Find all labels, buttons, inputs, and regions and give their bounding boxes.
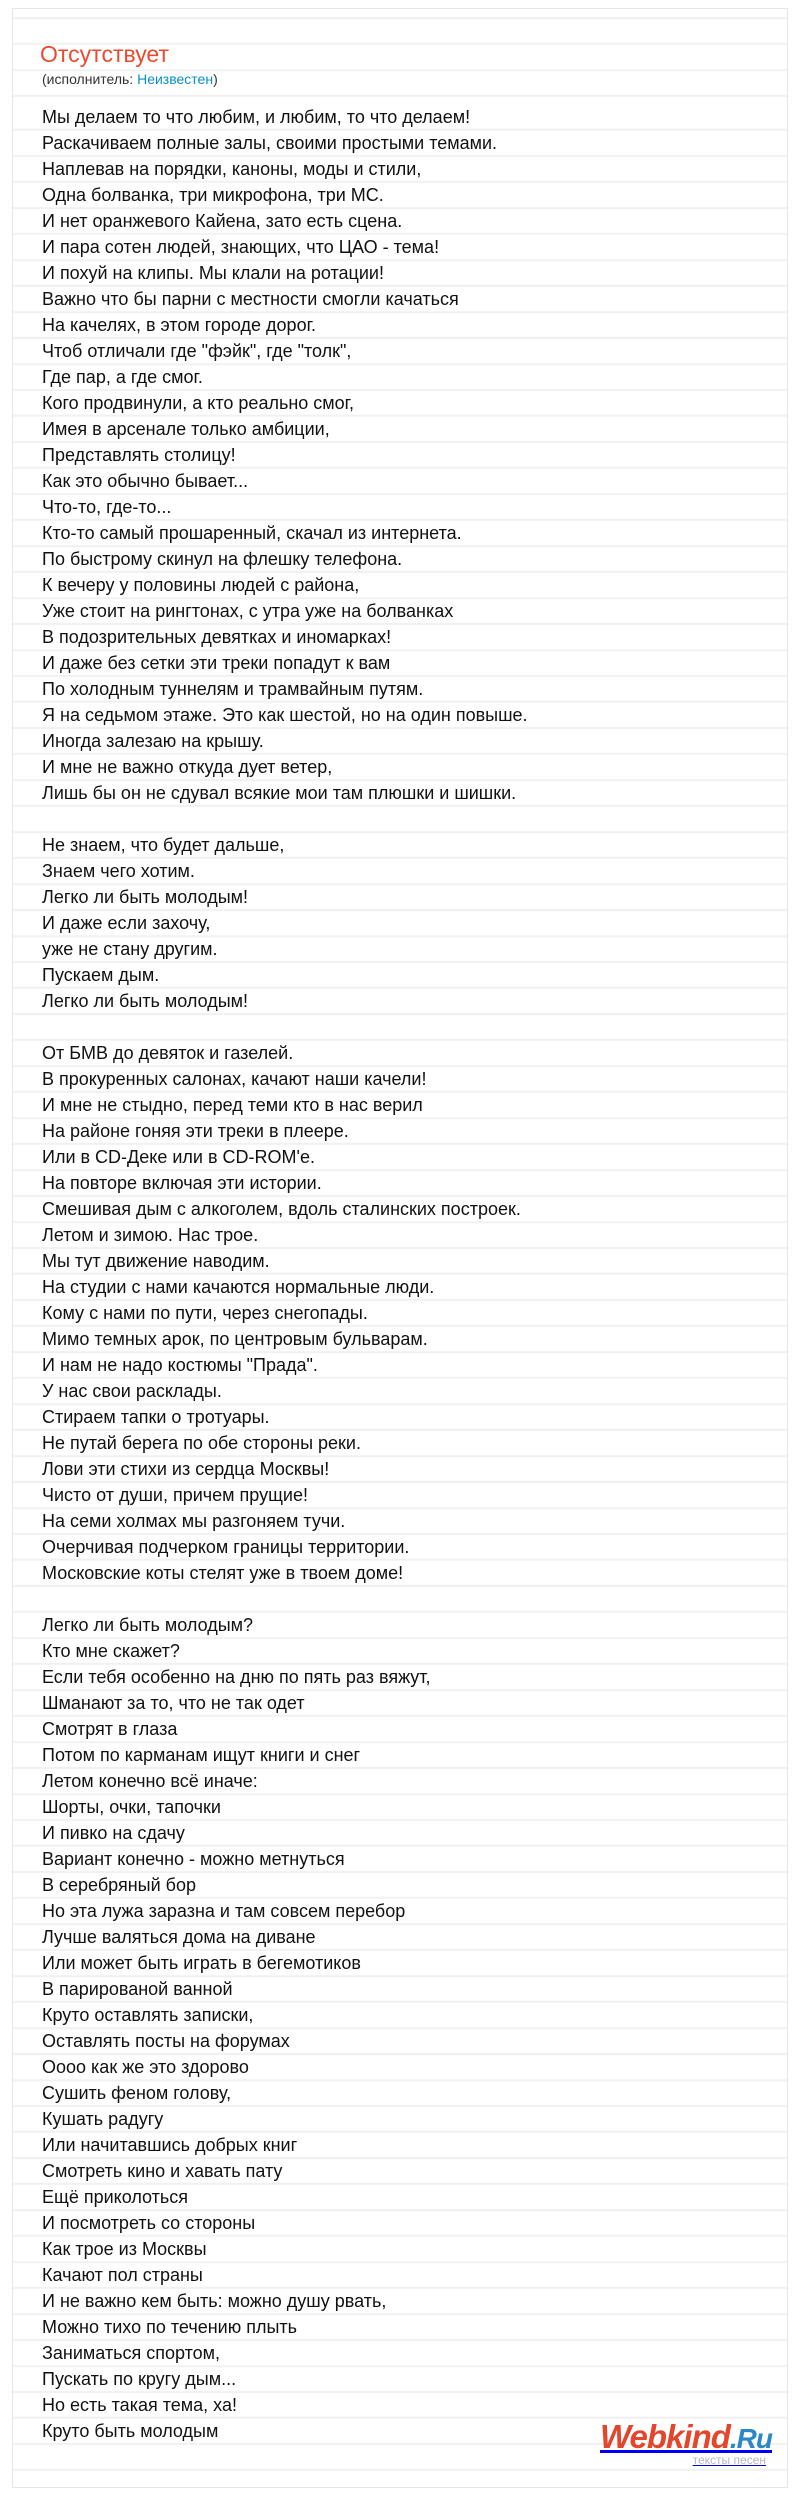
lyric-line: Пускаем дым. bbox=[42, 965, 160, 985]
lyric-line: Оооо как же это здорово bbox=[42, 2057, 249, 2077]
lyric-line: Одна болванка, три микрофона, три МС. bbox=[42, 185, 384, 205]
lyric-line: Чтоб отличали где "фэйк", где "толк", bbox=[42, 341, 352, 361]
logo-tld: .Ru bbox=[729, 2423, 772, 2454]
logo-tagline: тексты песен bbox=[692, 2453, 766, 2467]
lyric-line: Смотреть кино и хавать пату bbox=[42, 2161, 283, 2181]
lyric-line: Кушать радугу bbox=[42, 2109, 164, 2129]
lyric-line: Мимо темных арок, по центровым бульварам. bbox=[42, 1329, 428, 1349]
artist-prefix: (исполнитель: bbox=[42, 71, 138, 87]
lyric-line: Шманают за то, что не так одет bbox=[42, 1693, 305, 1713]
song-title: Отсутствует bbox=[40, 41, 169, 67]
lyric-line: Что-то, где-то... bbox=[42, 497, 172, 517]
lyric-line: На студии с нами качаются нормальные люди. bbox=[42, 1277, 435, 1297]
lyric-line: И мне не важно откуда дует ветер, bbox=[42, 757, 333, 777]
lyric-line: И мне не стыдно, перед теми кто в нас верил bbox=[42, 1095, 423, 1115]
lyric-line: В подозрительных девятках и иномарках! bbox=[42, 627, 392, 647]
lyric-line: Имея в арсенале только амбиции, bbox=[42, 419, 330, 439]
lyric-line: К вечеру у половины людей с района, bbox=[42, 575, 360, 595]
lyric-line: Кто-то самый прошаренный, скачал из интернета. bbox=[42, 523, 462, 543]
lyric-line: Очерчивая подчерком границы территории. bbox=[42, 1537, 410, 1557]
lyric-line: Потом по карманам ищут книги и снег bbox=[42, 1745, 361, 1765]
lyric-line: Летом и зимою. Нас трое. bbox=[42, 1225, 259, 1245]
lyric-line: Мы тут движение наводим. bbox=[42, 1251, 270, 1271]
lyric-line: От БМВ до девяток и газелей. bbox=[42, 1043, 294, 1063]
lyric-line: Представлять столицу! bbox=[42, 445, 236, 465]
lyrics-text bbox=[42, 104, 782, 2444]
lyric-line: Но есть такая тема, ха! bbox=[42, 2395, 237, 2415]
lyric-line: И даже если захочу, bbox=[42, 913, 211, 933]
lyric-line: Заниматься спортом, bbox=[42, 2343, 221, 2363]
lyric-line: И пивко на сдачу bbox=[42, 1823, 185, 1843]
lyric-line: Смотрят в глаза bbox=[42, 1719, 178, 1739]
lyric-line: Сушить феном голову, bbox=[42, 2083, 232, 2103]
lyric-line: На повторе включая эти истории. bbox=[42, 1173, 322, 1193]
lyric-line: Где пар, а где смог. bbox=[42, 367, 203, 387]
lyric-line: Кого продвинули, а кто реально смог, bbox=[42, 393, 355, 413]
lyric-line: Круто быть молодым bbox=[42, 2421, 219, 2441]
lyric-line: Лови эти стихи из сердца Москвы! bbox=[42, 1459, 330, 1479]
stanza-break bbox=[42, 1014, 782, 1040]
lyric-line: В парированой ванной bbox=[42, 1979, 233, 1999]
lyric-line: Пускать по кругу дым... bbox=[42, 2369, 237, 2389]
lyric-line: Иногда залезаю на крышу. bbox=[42, 731, 264, 751]
lyric-line: Легко ли быть молодым! bbox=[42, 887, 249, 907]
lyric-line: Оставлять посты на форумах bbox=[42, 2031, 290, 2051]
lyric-line: По быстрому скинул на флешку телефона. bbox=[42, 549, 403, 569]
artist-suffix: ) bbox=[213, 71, 218, 87]
lyric-line: Я на седьмом этаже. Это как шестой, но на один повыше. bbox=[42, 705, 528, 725]
artist-link[interactable]: Неизвестен bbox=[137, 71, 214, 87]
lyric-line: Вариант конечно - можно метнуться bbox=[42, 1849, 345, 1869]
lyric-line: Мы делаем то что любим, и любим, то что делаем! bbox=[42, 107, 471, 127]
lyric-line: Шорты, очки, тапочки bbox=[42, 1797, 221, 1817]
lyric-line: Стираем тапки о тротуары. bbox=[42, 1407, 270, 1427]
lyric-line: Можно тихо по течению плыть bbox=[42, 2317, 298, 2337]
lyric-line: И пара сотен людей, знающих, что ЦАО - тема! bbox=[42, 237, 440, 257]
lyric-line: И не важно кем быть: можно душу рвать, bbox=[42, 2291, 387, 2311]
logo-name: Webkind bbox=[599, 2418, 730, 2455]
lyric-line: Качают пол страны bbox=[42, 2265, 203, 2285]
lyric-line: И нам не надо костюмы "Прада". bbox=[42, 1355, 318, 1375]
lyric-line: Легко ли быть молодым! bbox=[42, 991, 249, 1011]
lyric-line: И нет оранжевого Кайена, зато есть сцена. bbox=[42, 211, 403, 231]
lyric-line: Кому с нами по пути, через снегопады. bbox=[42, 1303, 368, 1323]
lyric-line: Круто оставлять записки, bbox=[42, 2005, 254, 2025]
lyric-line: И даже без сетки эти треки попадут к вам bbox=[42, 653, 391, 673]
lyric-line: Не путай берега по обе стороны реки. bbox=[42, 1433, 361, 1453]
lyric-line: Смешивая дым с алкоголем, вдоль сталинских построек. bbox=[42, 1199, 521, 1219]
lyric-line: Не знаем, что будет дальше, bbox=[42, 835, 285, 855]
lyric-line: На качелях, в этом городе дорог. bbox=[42, 315, 316, 335]
lyric-line: уже не стану другим. bbox=[42, 939, 218, 959]
lyric-line: Московские коты стелят уже в твоем доме! bbox=[42, 1563, 404, 1583]
lyric-line: Или может быть играть в бегемотиков bbox=[42, 1953, 361, 1973]
lyric-line: Знаем чего хотим. bbox=[42, 861, 195, 881]
lyric-line: По холодным туннелям и трамвайным путям. bbox=[42, 679, 424, 699]
lyric-line: Ещё приколоться bbox=[42, 2187, 189, 2207]
lyric-line: Или в CD-Деке или в CD-ROM'е. bbox=[42, 1147, 315, 1167]
logo-wordmark bbox=[600, 2420, 772, 2453]
lyric-line: Раскачиваем полные залы, своими простыми темами. bbox=[42, 133, 498, 153]
lyric-line: Если тебя особенно на дню по пять раз вяжут, bbox=[42, 1667, 431, 1687]
lyric-line: У нас свои расклады. bbox=[42, 1381, 222, 1401]
lyric-line: Но эта лужа заразна и там совсем перебор bbox=[42, 1901, 406, 1921]
lyric-line: Легко ли быть молодым? bbox=[42, 1615, 254, 1635]
site-logo[interactable] bbox=[600, 2420, 772, 2466]
stanza-break bbox=[42, 806, 782, 832]
lyric-line: И похуй на клипы. Мы клали на ротации! bbox=[42, 263, 384, 283]
lyric-line: В серебряный бор bbox=[42, 1875, 196, 1895]
lyric-line: На семи холмах мы разгоняем тучи. bbox=[42, 1511, 346, 1531]
lyric-line: Наплевав на порядки, каноны, моды и стили, bbox=[42, 159, 422, 179]
lyric-line: Лучше валяться дома на диване bbox=[42, 1927, 316, 1947]
lyric-line: Уже стоит на рингтонах, с утра уже на болванках bbox=[42, 601, 454, 621]
stanza-break bbox=[42, 1586, 782, 1612]
lyric-line: На районе гоняя эти треки в плеере. bbox=[42, 1121, 349, 1141]
lyric-line: Важно что бы парни с местности смогли качаться bbox=[42, 289, 459, 309]
lyric-line: Или начитавшись добрых книг bbox=[42, 2135, 298, 2155]
lyric-line: Чисто от души, причем прущие! bbox=[42, 1485, 308, 1505]
lyric-line: Кто мне скажет? bbox=[42, 1641, 180, 1661]
lyric-line: Как трое из Москвы bbox=[42, 2239, 207, 2259]
lyric-line: В прокуренных салонах, качают наши качели! bbox=[42, 1069, 427, 1089]
lyric-line: Как это обычно бывает... bbox=[42, 471, 249, 491]
lyric-line: Летом конечно всё иначе: bbox=[42, 1771, 258, 1791]
lyric-line: Лишь бы он не сдувал всякие мои там плюшки и шишки. bbox=[42, 783, 517, 803]
lyric-line: И посмотреть со стороны bbox=[42, 2213, 256, 2233]
artist-line bbox=[42, 70, 218, 88]
